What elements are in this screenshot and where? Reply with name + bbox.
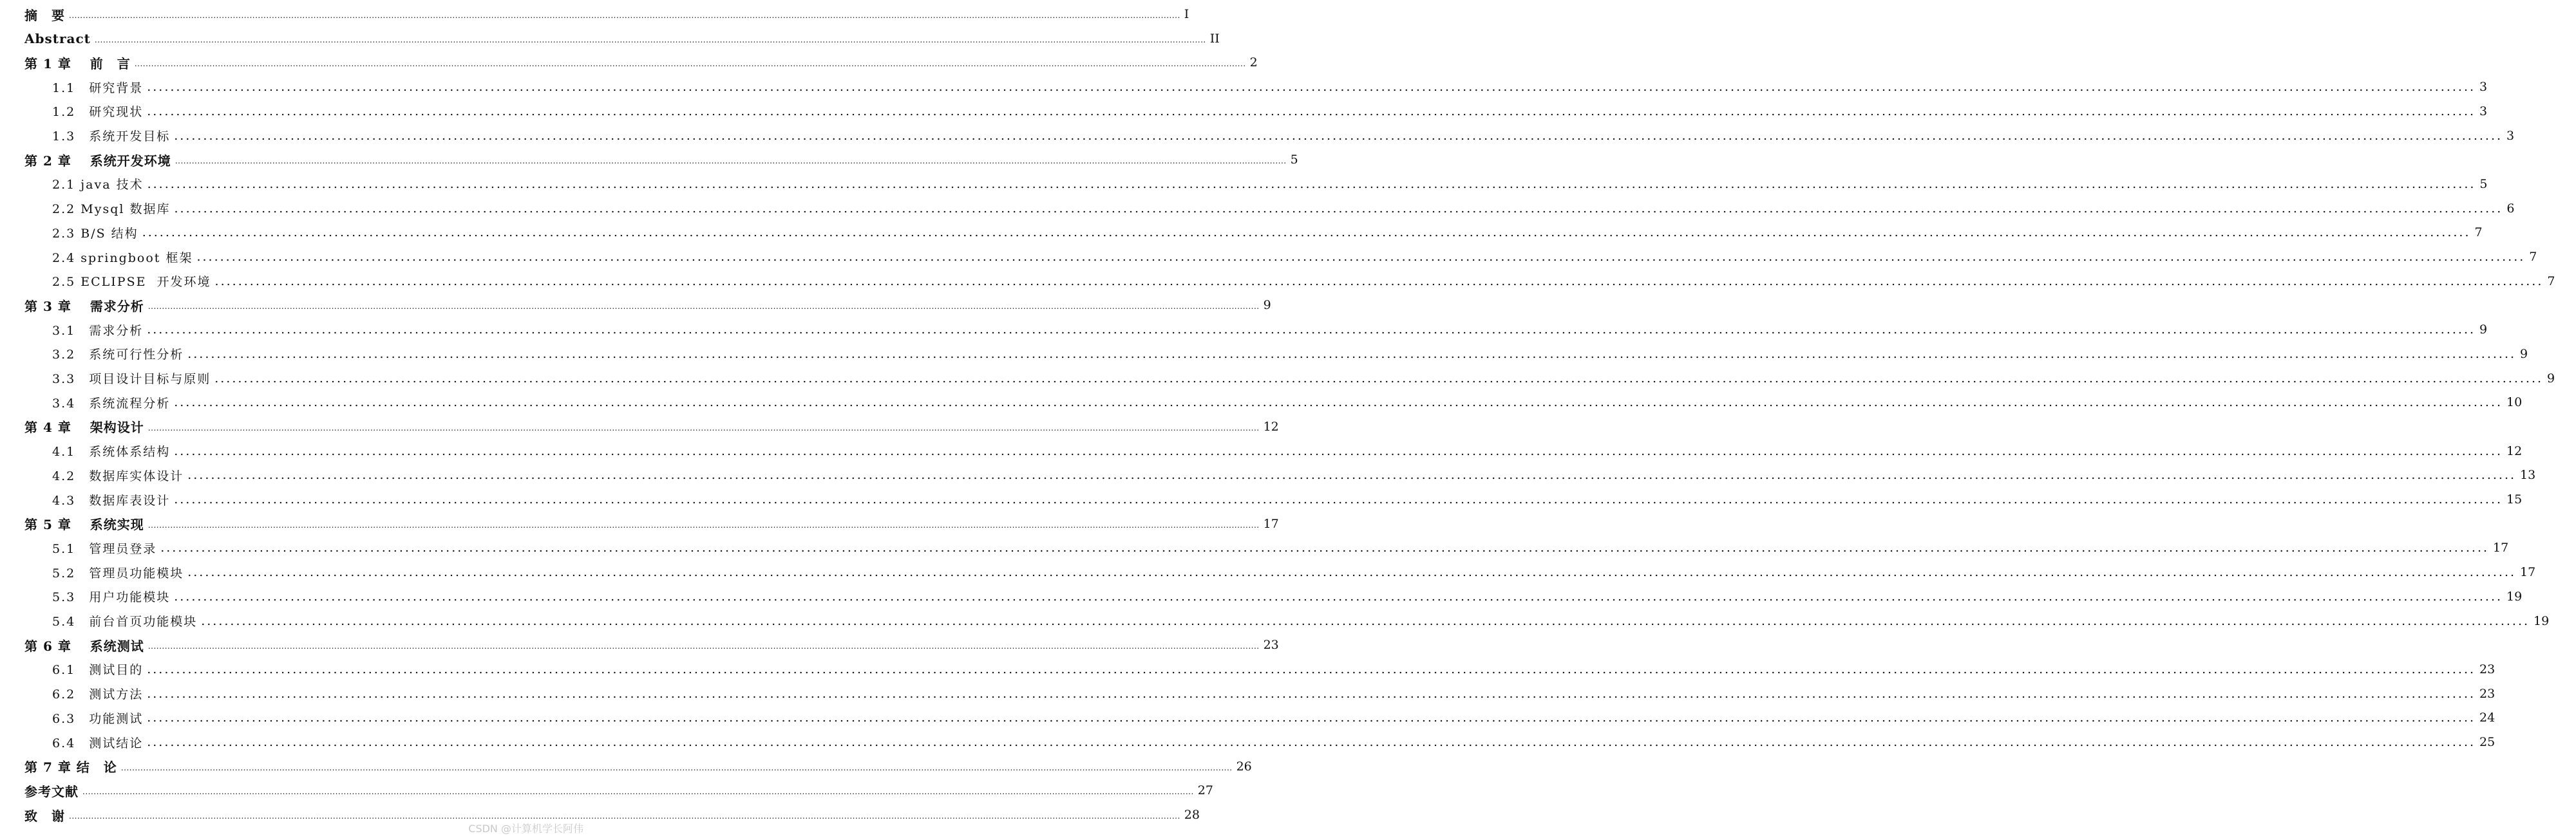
toc-entry-title: 3.2 系统可行性分析 bbox=[52, 348, 184, 362]
toc-dot-leader: ................................................................................................................................................................................................................................................................................................................................................................................................................ bbox=[187, 468, 2517, 483]
toc-dot-leader: ................................................................................................................................................................................................................................................................................................................................................................................................................ bbox=[82, 787, 1194, 797]
toc-section-entry[interactable] bbox=[0, 441, 2523, 461]
toc-entry-title: 第 3 章 需求分析 bbox=[24, 298, 144, 314]
toc-section-entry[interactable] bbox=[0, 271, 2555, 292]
toc-dot-leader: ................................................................................................................................................................................................................................................................................................................................................................................................................ bbox=[174, 492, 2503, 507]
toc-page-number: 9 bbox=[2479, 322, 2488, 337]
toc-chapter-entry[interactable] bbox=[0, 756, 1252, 777]
toc-page-number: 3 bbox=[2506, 128, 2515, 143]
toc-page-number: 13 bbox=[2520, 468, 2536, 483]
toc-dot-leader: ................................................................................................................................................................................................................................................................................................................................................................................................................ bbox=[201, 613, 2530, 628]
toc-chapter-entry[interactable] bbox=[0, 28, 1220, 49]
toc-entry-title: 5.1 管理员登录 bbox=[52, 541, 157, 556]
toc-dot-leader: ................................................................................................................................................................................................................................................................................................................................................................................................................ bbox=[175, 156, 1287, 166]
toc-dot-leader: ................................................................................................................................................................................................................................................................................................................................................................................................................ bbox=[134, 59, 1246, 69]
toc-dot-leader: ................................................................................................................................................................................................................................................................................................................................................................................................................ bbox=[196, 250, 2526, 264]
toc-page-number: 17 bbox=[1263, 516, 1279, 531]
toc-page-number: 3 bbox=[2479, 80, 2488, 95]
toc-entry-title: 2.5 ECLIPSE 开发环境 bbox=[52, 275, 211, 290]
toc-page-number: 23 bbox=[2479, 686, 2496, 701]
toc-dot-leader: ................................................................................................................................................................................................................................................................................................................................................................................................................ bbox=[120, 763, 1233, 772]
toc-section-entry[interactable] bbox=[0, 247, 2537, 267]
toc-page-number: 12 bbox=[1263, 419, 1279, 434]
toc-section-entry[interactable] bbox=[0, 684, 2496, 704]
toc-entry-title: Abstract bbox=[24, 30, 91, 46]
toc-entry-title: 3.3 项目设计目标与原则 bbox=[52, 372, 211, 386]
csdn-watermark: CSDN @计算机学长阿伟 bbox=[468, 823, 583, 835]
toc-entry-title: 4.1 系统体系结构 bbox=[52, 445, 171, 460]
toc-page-number: 17 bbox=[2520, 565, 2536, 580]
toc-dot-leader: ................................................................................................................................................................................................................................................................................................................................................................................................................ bbox=[147, 686, 2476, 701]
toc-chapter-entry[interactable] bbox=[0, 52, 1258, 73]
toc-section-entry[interactable] bbox=[0, 368, 2555, 389]
toc-page-number: 28 bbox=[1184, 808, 1200, 823]
toc-section-entry[interactable] bbox=[0, 707, 2496, 728]
toc-section-entry[interactable] bbox=[0, 101, 2488, 122]
toc-dot-leader: ................................................................................................................................................................................................................................................................................................................................................................................................................ bbox=[147, 104, 2476, 118]
toc-entry-title: 4.3 数据库表设计 bbox=[52, 493, 171, 508]
toc-page-number: 23 bbox=[2479, 662, 2496, 676]
toc-entry-title: 第 7 章 结 论 bbox=[24, 759, 117, 776]
toc-chapter-entry[interactable] bbox=[0, 149, 1298, 170]
toc-page-number: 19 bbox=[2506, 589, 2523, 604]
toc-entry-title: 5.3 用户功能模块 bbox=[52, 590, 171, 605]
toc-chapter-entry[interactable] bbox=[0, 635, 1279, 655]
toc-chapter-entry[interactable] bbox=[0, 514, 1279, 534]
toc-dot-leader: ................................................................................................................................................................................................................................................................................................................................................................................................................ bbox=[147, 322, 2476, 337]
toc-page-number: 9 bbox=[2520, 346, 2528, 361]
toc-page-number: 7 bbox=[2474, 225, 2483, 240]
toc-dot-leader: ................................................................................................................................................................................................................................................................................................................................................................................................................ bbox=[214, 371, 2544, 386]
toc-dot-leader: ................................................................................................................................................................................................................................................................................................................................................................................................................ bbox=[147, 176, 2476, 191]
toc-entry-title: 2.4 springboot 框架 bbox=[52, 250, 193, 265]
toc-section-entry[interactable] bbox=[0, 537, 2509, 558]
toc-page-number: 5 bbox=[1290, 153, 1298, 167]
toc-page-number: I bbox=[1184, 7, 1189, 21]
toc-entry-title: 2.2 Mysql 数据库 bbox=[52, 202, 171, 217]
toc-page-number: 15 bbox=[2506, 492, 2523, 507]
toc-entry-title: 2.3 B/S 结构 bbox=[52, 226, 138, 241]
toc-entry-title: 参考文献 bbox=[24, 783, 79, 799]
toc-section-entry[interactable] bbox=[0, 562, 2536, 582]
toc-entry-title: 2.1 java 技术 bbox=[52, 178, 144, 192]
toc-entry-title: 6.2 测试方法 bbox=[52, 687, 144, 702]
toc-page-number: 2 bbox=[1249, 55, 1258, 70]
toc-dot-leader: ................................................................................................................................................................................................................................................................................................................................................................................................................ bbox=[187, 565, 2517, 580]
toc-entry-title: 5.2 管理员功能模块 bbox=[52, 566, 184, 581]
toc-page-number: 10 bbox=[2506, 395, 2523, 410]
toc-entry-title: 1.3 系统开发目标 bbox=[52, 129, 171, 144]
toc-entry-title: 致 谢 bbox=[24, 808, 65, 824]
toc-entry-title: 第 6 章 系统测试 bbox=[24, 638, 144, 654]
toc-chapter-entry[interactable] bbox=[0, 416, 1279, 437]
toc-entry-title: 5.4 前台首页功能模块 bbox=[52, 615, 198, 629]
toc-section-entry[interactable] bbox=[0, 392, 2523, 413]
toc-page-number: 12 bbox=[2506, 443, 2523, 458]
toc-section-entry[interactable] bbox=[0, 344, 2528, 364]
toc-section-entry[interactable] bbox=[0, 174, 2488, 194]
toc-dot-leader: ................................................................................................................................................................................................................................................................................................................................................................................................................ bbox=[214, 274, 2544, 288]
toc-dot-leader: ................................................................................................................................................................................................................................................................................................................................................................................................................ bbox=[147, 735, 2476, 749]
toc-page-number: 3 bbox=[2479, 104, 2488, 118]
toc-page-number: 6 bbox=[2506, 201, 2515, 216]
toc-section-entry[interactable] bbox=[0, 126, 2515, 146]
toc-entry-title: 1.1 研究背景 bbox=[52, 80, 144, 95]
toc-dot-leader: ................................................................................................................................................................................................................................................................................................................................................................................................................ bbox=[174, 443, 2503, 458]
toc-dot-leader: ................................................................................................................................................................................................................................................................................................................................................................................................................ bbox=[69, 11, 1180, 20]
toc-entry-title: 第 2 章 系统开发环境 bbox=[24, 153, 171, 169]
toc-page-number: 7 bbox=[2547, 274, 2555, 288]
toc-dot-leader: ................................................................................................................................................................................................................................................................................................................................................................................................................ bbox=[147, 642, 1260, 651]
toc-entry-title: 第 1 章 前 言 bbox=[24, 55, 131, 71]
toc-dot-leader: ................................................................................................................................................................................................................................................................................................................................................................................................................ bbox=[147, 80, 2476, 95]
toc-dot-leader: ................................................................................................................................................................................................................................................................................................................................................................................................................ bbox=[147, 423, 1260, 433]
toc-dot-leader: ................................................................................................................................................................................................................................................................................................................................................................................................................ bbox=[147, 520, 1260, 530]
toc-section-entry[interactable] bbox=[0, 489, 2523, 510]
toc-entry-title: 6.1 测试目的 bbox=[52, 663, 144, 678]
toc-dot-leader: ................................................................................................................................................................................................................................................................................................................................................................................................................ bbox=[94, 35, 1206, 44]
toc-section-entry[interactable] bbox=[0, 611, 2550, 631]
toc-dot-leader: ................................................................................................................................................................................................................................................................................................................................................................................................................ bbox=[142, 225, 2471, 240]
toc-page-number: 17 bbox=[2493, 541, 2509, 555]
toc-page-number: 23 bbox=[1263, 638, 1279, 653]
toc-chapter-entry[interactable] bbox=[0, 780, 1213, 801]
toc-entry-title: 第 4 章 架构设计 bbox=[24, 420, 144, 436]
toc-page-number: 19 bbox=[2533, 613, 2550, 628]
toc-dot-leader: ................................................................................................................................................................................................................................................................................................................................................................................................................ bbox=[187, 346, 2517, 361]
toc-page-number: 5 bbox=[2479, 176, 2488, 191]
toc-entry-title: 3.1 需求分析 bbox=[52, 323, 144, 338]
toc-page-number: 7 bbox=[2529, 250, 2537, 264]
toc-section-entry[interactable] bbox=[0, 319, 2488, 340]
toc-section-entry[interactable] bbox=[0, 77, 2488, 97]
toc-section-entry[interactable] bbox=[0, 732, 2496, 752]
toc-entry-title: 6.3 功能测试 bbox=[52, 711, 144, 726]
toc-entry-title: 摘 要 bbox=[24, 7, 65, 23]
toc-dot-leader: ................................................................................................................................................................................................................................................................................................................................................................................................................ bbox=[174, 128, 2503, 143]
toc-entry-title: 第 5 章 系统实现 bbox=[24, 517, 144, 533]
toc-page-number: 9 bbox=[2547, 371, 2555, 386]
toc-section-entry[interactable] bbox=[0, 198, 2515, 219]
toc-page-number: 25 bbox=[2479, 735, 2496, 749]
toc-page-number: II bbox=[1209, 31, 1220, 46]
toc-page-number: 26 bbox=[1236, 759, 1252, 774]
toc-section-entry[interactable] bbox=[0, 659, 2496, 680]
toc-dot-leader: ................................................................................................................................................................................................................................................................................................................................................................................................................ bbox=[174, 201, 2503, 216]
toc-entry-title: 4.2 数据库实体设计 bbox=[52, 469, 184, 483]
toc-section-entry[interactable] bbox=[0, 465, 2536, 485]
toc-dot-leader: ................................................................................................................................................................................................................................................................................................................................................................................................................ bbox=[174, 589, 2503, 604]
toc-dot-leader: ................................................................................................................................................................................................................................................................................................................................................................................................................ bbox=[147, 711, 2476, 725]
toc-dot-leader: ................................................................................................................................................................................................................................................................................................................................................................................................................ bbox=[147, 662, 2476, 676]
toc-page-number: 9 bbox=[1263, 298, 1271, 313]
toc-dot-leader: ................................................................................................................................................................................................................................................................................................................................................................................................................ bbox=[69, 812, 1180, 821]
toc-entry-title: 3.4 系统流程分析 bbox=[52, 396, 171, 411]
toc-chapter-entry[interactable] bbox=[0, 295, 1271, 315]
toc-dot-leader: ................................................................................................................................................................................................................................................................................................................................................................................................................ bbox=[147, 302, 1260, 312]
toc-section-entry[interactable] bbox=[0, 222, 2483, 243]
toc-chapter-entry[interactable] bbox=[0, 4, 1189, 24]
toc-dot-leader: ................................................................................................................................................................................................................................................................................................................................................................................................................ bbox=[174, 395, 2503, 410]
toc-entry-title: 1.2 研究现状 bbox=[52, 105, 144, 120]
toc-page-number: 27 bbox=[1197, 783, 1213, 798]
toc-section-entry[interactable] bbox=[0, 586, 2523, 607]
toc-dot-leader: ................................................................................................................................................................................................................................................................................................................................................................................................................ bbox=[160, 541, 2490, 555]
toc-page-number: 24 bbox=[2479, 711, 2496, 725]
toc-entry-title: 6.4 测试结论 bbox=[52, 736, 144, 750]
